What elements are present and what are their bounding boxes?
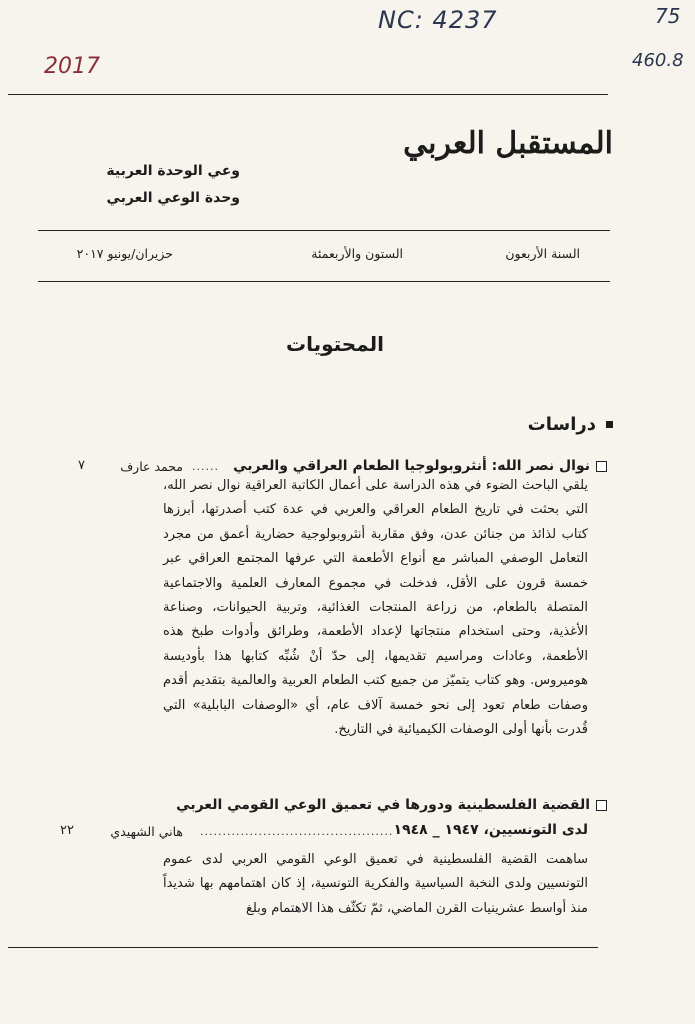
- article-1-page: ٧: [78, 458, 85, 473]
- issue-year: السنة الأربعون: [505, 246, 580, 261]
- issue-bottom-rule: [38, 281, 610, 282]
- journal-logo: المستقبل العربي: [403, 126, 613, 161]
- tagline-2: وحدة الوعي العربي: [106, 190, 240, 206]
- article-1-leader: ......: [192, 460, 219, 473]
- section-title: دراسات: [527, 414, 596, 435]
- contents-heading: المحتويات: [285, 332, 384, 356]
- article-1-title-row[interactable]: [233, 458, 607, 474]
- footer-rule: [8, 947, 598, 948]
- handwritten-ref-a: 75: [655, 4, 681, 28]
- handwritten-catalog-number: NC: 4237: [378, 6, 498, 34]
- article-2-page: ٢٢: [60, 823, 74, 838]
- article-2-title-line2: لدى التونسيين، ١٩٤٧ _ ١٩٤٨: [393, 822, 588, 838]
- issue-top-rule: [38, 230, 610, 231]
- handwritten-year: 2017: [44, 54, 100, 79]
- article-1-author: محمد عارف: [120, 459, 183, 474]
- article-1-abstract: يلقي الباحث الضوء في هذه الدراسة على أعمال الكاتبة العراقية نوال نصر الله، التي بحثت في تاريخ الطعام العراقي والعربي في عدة كتب أصدرتها، أبرزها كتاب لذائذ من جنائن عدن، وفق مقاربة أنثروبولوجية حضارية أعمق من مجرد التعامل الوصفي المباشر مع أنواع الأطعمة التي عرفها المجتمع العراقي عبر خمسة قرون على الأقل، فدخلت في مجموع المعارف العلمية والاجتماعية المتصلة بالطعام، من زراعة المنتجات الغذائية، وتربية الحيوانات، وصناعة الأغذية، وحتى استخدام منتجاتها لإعداد الأطعمة، وطرائق وأدوات طبخ هذه الأطعمة، وعادات ومراسيم تقديمها، إلى حدّ أنْ شُبِّه كتابها هذا بأوديسة هوميروس. وهو كتاب يتميّز من جميع كتب الطعام العربية والعالمية بتقديم أقدم وصفات طعام تعود إلى نحو خمسة آلاف عام، أي «الوصفات البابلية» التي قُدرت بأنها أولى الوصفات الكيميائية في التاريخ.: [163, 478, 588, 738]
- issue-date: حزيران/يونيو ٢٠١٧: [76, 246, 173, 261]
- article-1-title: نوال نصر الله: أنثروبولوجيا الطعام العراقي والعربي: [233, 458, 590, 474]
- article-2-abstract: ساهمت القضية الفلسطينية في تعميق الوعي القومي العربي لدى عموم التونسيين ولدى النخبة السياسية والفكرية التونسية، إذ كان اهتمامهم بها شديداً منذ أواسط عشرينيات القرن الماضي، ثمّ تكثّف هذا الاهتمام وبلغ: [163, 852, 588, 916]
- article-2-title-row[interactable]: [176, 797, 607, 813]
- square-bullet-icon: [606, 421, 613, 428]
- checkbox-bullet-icon: [596, 800, 607, 811]
- header-top-rule: [8, 94, 608, 95]
- section-studies: [528, 414, 613, 435]
- article-2-title: القضية الفلسطينية ودورها في تعميق الوعي القومي العربي: [176, 797, 590, 813]
- checkbox-bullet-icon: [596, 461, 607, 472]
- handwritten-ref-b: 460.8: [632, 50, 684, 71]
- tagline-1: وعي الوحدة العربية: [106, 163, 240, 179]
- article-2-author: هاني الشهيدي: [110, 824, 183, 839]
- article-2-leader: ...........................................: [200, 825, 394, 838]
- issue-number: الستون والأربعمئة: [311, 246, 403, 261]
